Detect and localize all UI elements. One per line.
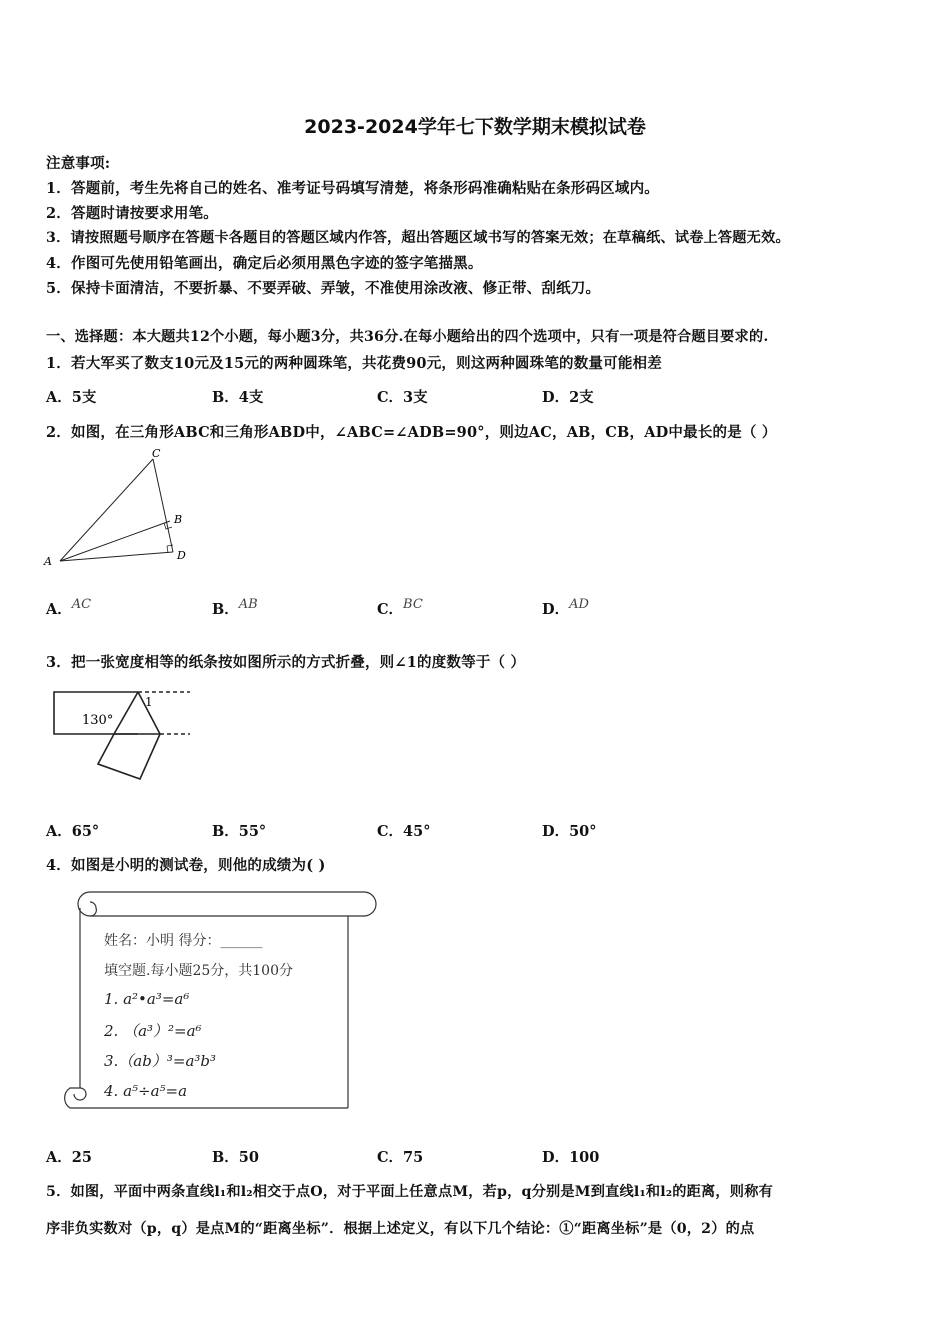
q3-option-c[interactable]: C．45° (377, 823, 431, 840)
vertex-label: A (44, 555, 52, 568)
q4-option-a[interactable]: A．25 (46, 1149, 92, 1166)
q1-option-d[interactable]: D．2支 (542, 389, 594, 406)
question-4-stem: 4．如图是小明的测试卷，则他的成绩为( ) (46, 857, 326, 874)
notice-item: 2．答题时请按要求用笔。 (46, 205, 218, 222)
scroll-answer: 2. （a³）²=a⁶ (104, 1022, 202, 1040)
q2-option-b[interactable]: B．AB (212, 597, 258, 618)
triangle-figure (40, 445, 200, 575)
q1-option-a[interactable]: A．5支 (46, 389, 97, 406)
scroll-instruction-line: 填空题.每小题25分，共100分 (104, 963, 293, 979)
vertex-label: D (177, 549, 186, 562)
test-scroll-figure (50, 888, 380, 1118)
q2-option-a[interactable]: A．AC (46, 597, 92, 618)
notice-item: 3．请按照题号顺序在答题卡各题目的答题区域内作答，超出答题区域书写的答案无效；在草稿纸、试卷上答题无效。 (46, 230, 790, 246)
scroll-answer: 1. a²•a³=a⁶ (104, 990, 190, 1008)
notice-item: 1．答题前，考生先将自己的姓名、准考证号码填写清楚，将条形码准确粘贴在条形码区域内。 (46, 180, 659, 197)
question-5-stem-line-1: 5．如图，平面中两条直线l₁和l₂相交于点O，对于平面上任意点M，若p，q分别是M到直线l₁和l₂的距离，则称有 (46, 1184, 773, 1200)
q4-option-d[interactable]: D．100 (542, 1149, 600, 1166)
q1-option-b[interactable]: B．4支 (212, 389, 264, 406)
q2-option-c[interactable]: C．BC (377, 597, 423, 618)
question-3-stem: 3．把一张宽度相等的纸条按如图所示的方式折叠，则∠1的度数等于（ ） (46, 654, 526, 671)
vertex-label: B (174, 513, 183, 526)
angle-label: 1 (145, 695, 153, 709)
q4-option-c[interactable]: C．75 (377, 1149, 424, 1166)
folded-strip-figure (50, 684, 195, 784)
scroll-answer: 3.（ab）³=a³b³ (104, 1052, 217, 1070)
q2-option-d[interactable]: D．AD (542, 597, 589, 618)
q4-option-b[interactable]: B．50 (212, 1149, 259, 1166)
q3-option-b[interactable]: B．55° (212, 823, 267, 840)
question-2-stem: 2．如图，在三角形ABC和三角形ABD中，∠ABC=∠ADB=90°，则边AC，AB，CB，AD中最长的是（ ） (46, 424, 777, 441)
page-title: 2023-2024学年七下数学期末模拟试卷 (304, 116, 646, 138)
q3-option-a[interactable]: A．65° (46, 823, 100, 840)
notice-item: 5．保持卡面清洁，不要折暴、不要弄破、弄皱，不准使用涂改液、修正带、刮纸刀。 (46, 280, 601, 297)
q3-option-d[interactable]: D．50° (542, 823, 597, 840)
scroll-answer: 4. a⁵÷a⁵=a (104, 1082, 188, 1100)
q1-option-c[interactable]: C．3支 (377, 389, 428, 406)
notice-heading: 注意事项: (46, 155, 111, 172)
question-5-stem-line-2: 序非负实数对（p，q）是点M的“距离坐标”．根据上述定义，有以下几个结论：①“距离坐标”是（0，2）的点 (46, 1221, 755, 1237)
scroll-name-line: 姓名：小明 得分：______ (104, 933, 263, 949)
question-1-stem: 1．若大军买了数支10元及15元的两种圆珠笔，共花费90元，则这两种圆珠笔的数量可能相差 (46, 355, 662, 372)
section-heading: 一、选择题：本大题共12个小题，每小题3分，共36分.在每小题给出的四个选项中，只有一项是符合题目要求的. (46, 329, 769, 345)
notice-item: 4．作图可先使用铅笔画出，确定后必须用黑色字迹的签字笔描黑。 (46, 255, 483, 272)
angle-label: 130° (82, 713, 114, 728)
vertex-label: C (152, 447, 161, 460)
